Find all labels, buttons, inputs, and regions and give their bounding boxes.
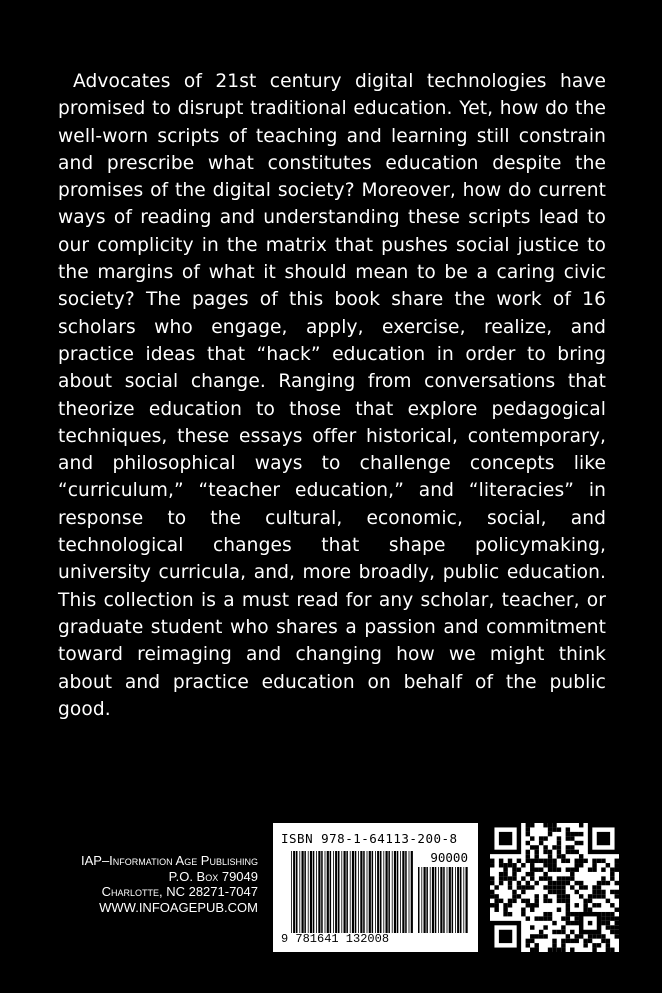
publisher-name: IAP–Information Age Publishing (81, 853, 258, 868)
publisher-website[interactable]: WWW.INFOAGEPUB.COM (99, 899, 258, 915)
qr-code[interactable] (490, 823, 619, 952)
addon-barcode-bars (418, 867, 468, 933)
publisher-info (81, 853, 258, 915)
qr-code-pattern (490, 823, 619, 952)
price-addon-code: 90000 (430, 850, 468, 865)
barcode-bars (291, 851, 413, 933)
ean-digits: 9 781641 132008 (281, 932, 390, 946)
isbn-barcode (273, 823, 478, 952)
publisher-address: P.O. Box 79049 (168, 868, 258, 884)
isbn-label: ISBN 978-1-64113-200-8 (281, 831, 458, 846)
book-description: Advocates of 21st century digital technologies have promised to disrupt traditional education. Yet, how do the well-worn scripts of teaching and learning still constrain and prescribe what constitutes education despite the promises of the digital society? Moreover, how do current ways of reading and understanding these scripts lead to our complicity in the matrix that pushes social justice to the margins of what it should mean to be a caring civic society? The pages of this book share the work of 16 scholars who engage, apply, exercise, realize, and practice ideas that “hack” education in order to bring about social change. Ranging from conversations that theorize education to those that explore pedagogical techniques, these essays offer historical, contemporary, and philosophical ways to challenge concepts like “curriculum,” “teacher education,” and “literacies” in response to the cultural, economic, social, and technological changes that shape policymaking, university curricula, and, more broadly, public education. This collection is a must read for any scholar, teacher, or graduate student who shares a passion and commitment toward reimaging and changing how we might think about and practice education on behalf of the public good. (58, 71, 606, 720)
publisher-city: Charlotte, NC 28271-7047 (101, 884, 258, 899)
